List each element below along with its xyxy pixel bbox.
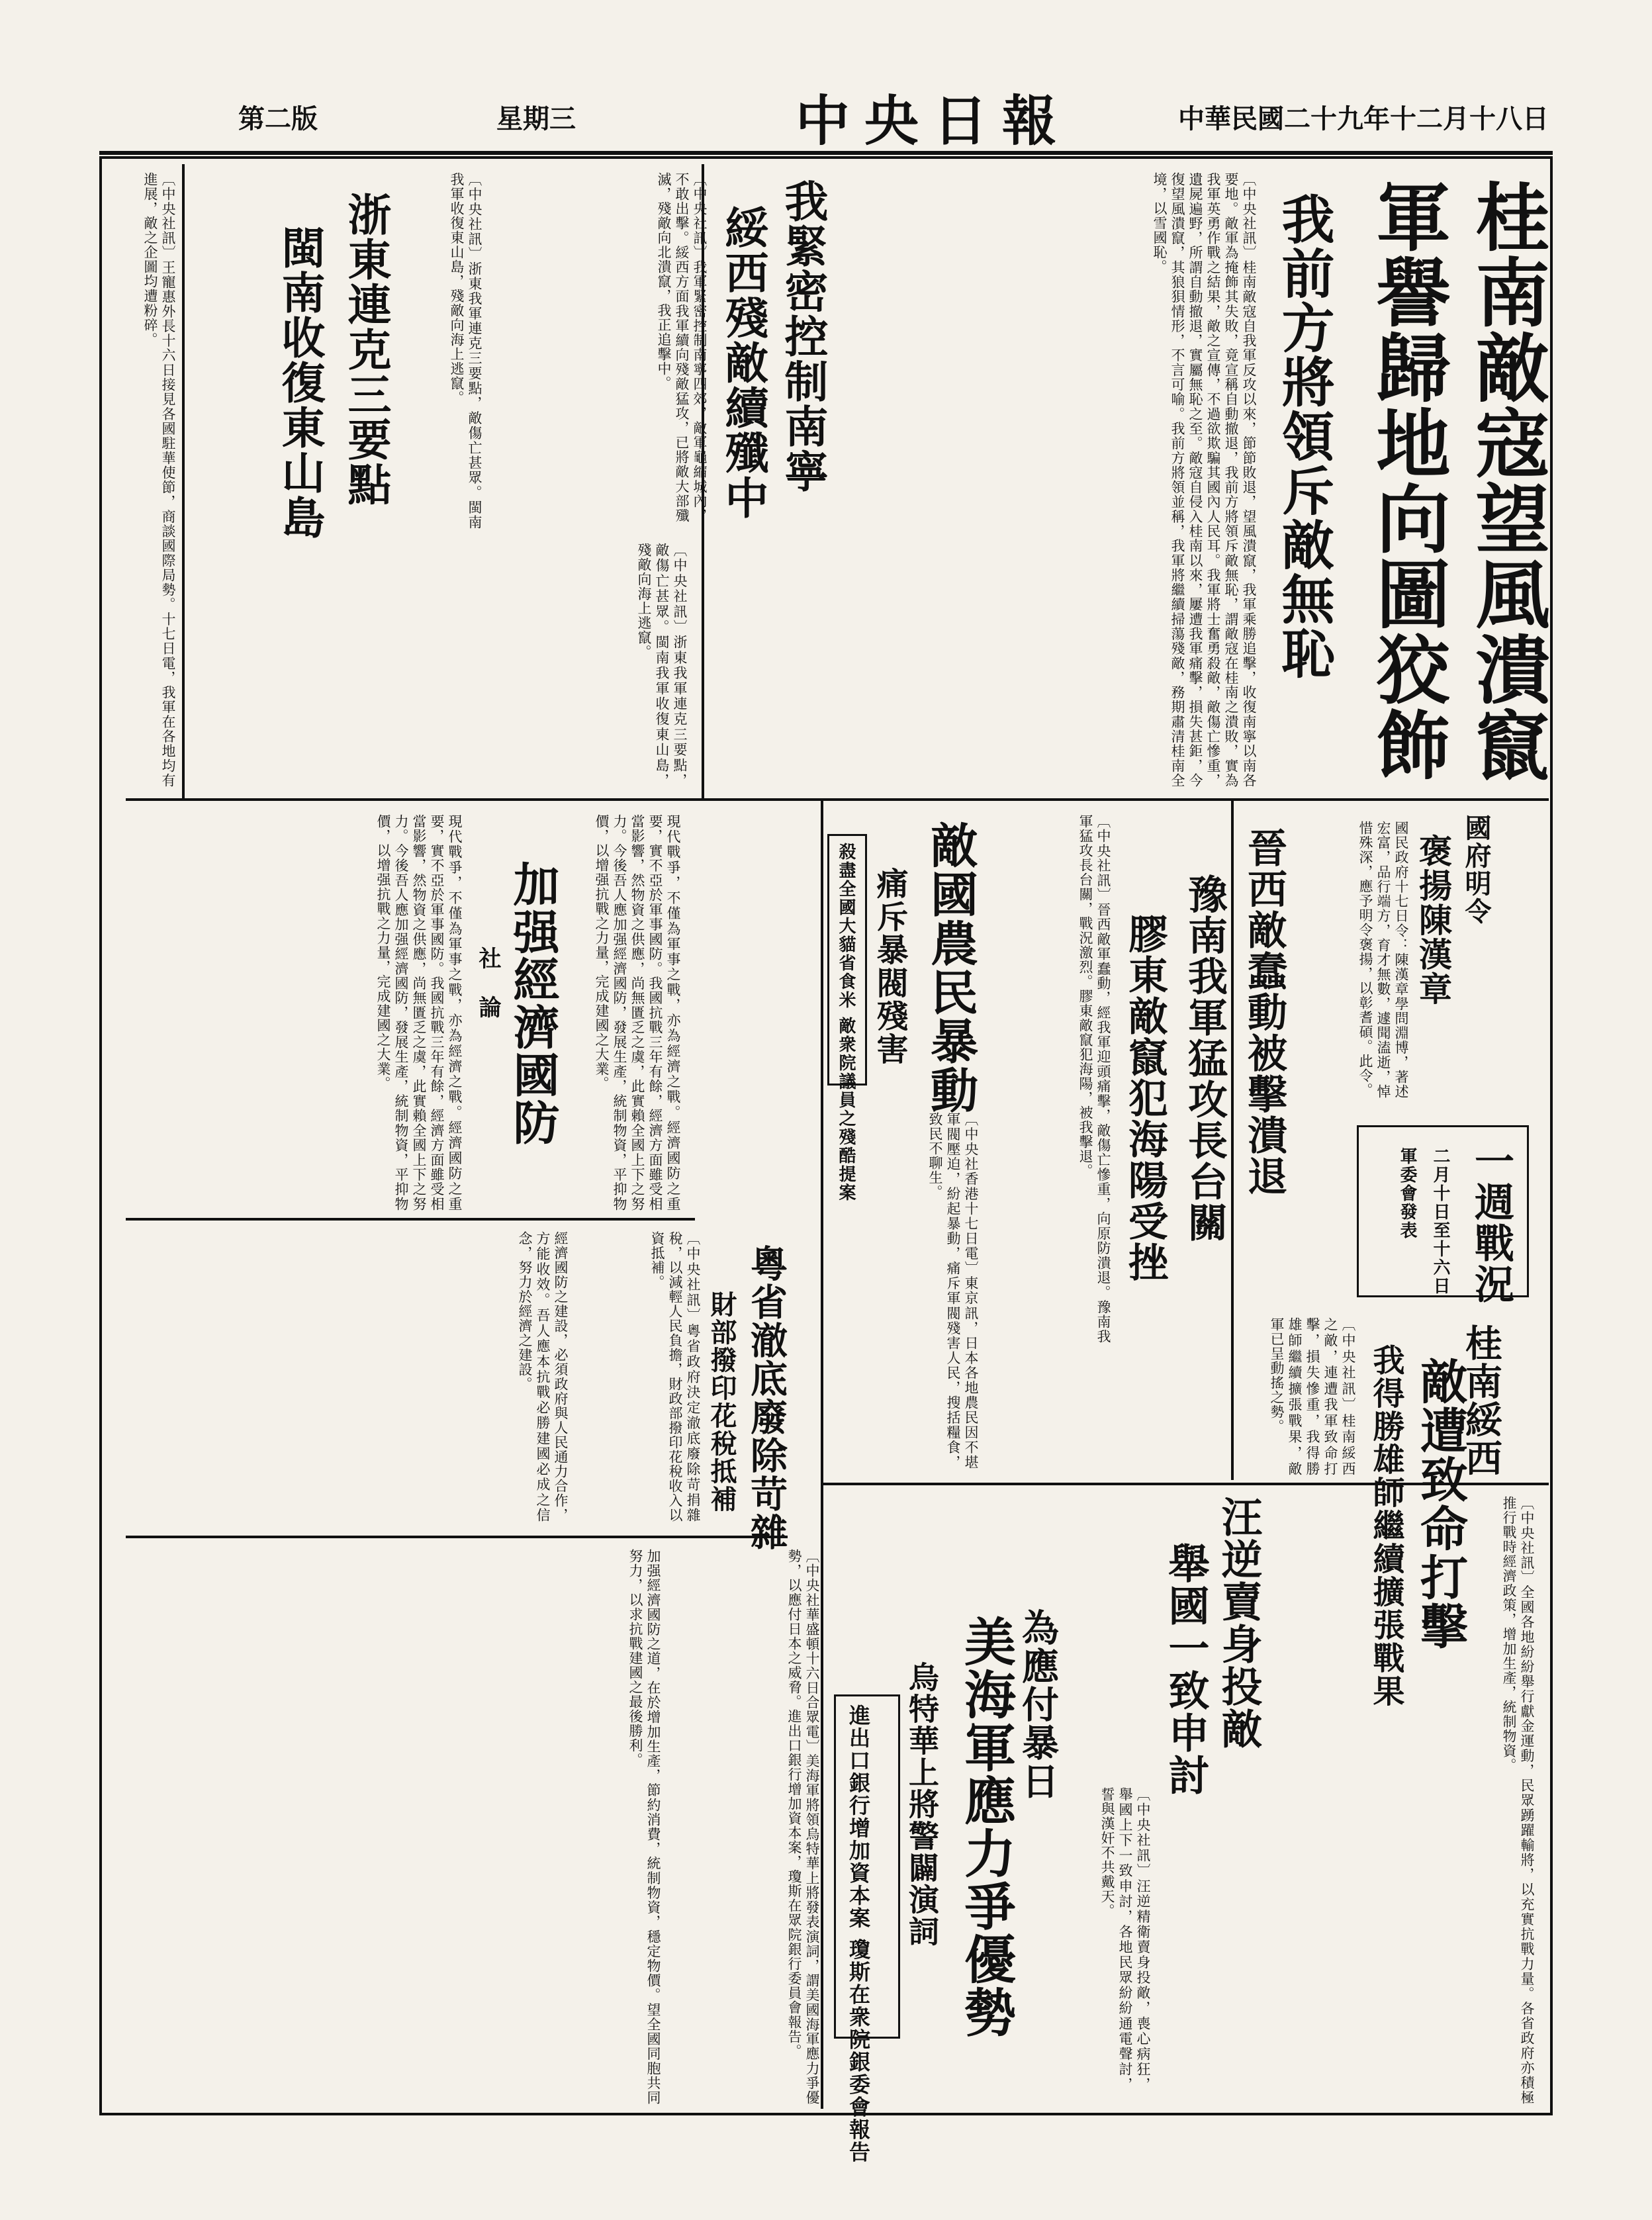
wang-headline-1: 汪逆賣身投敵 <box>1215 1496 1263 1750</box>
masthead-date: 中華民國二十九年十二月十八日 <box>1178 103 1549 134</box>
weekly-headline: 一週戰況 <box>1468 1140 1514 1305</box>
farmer-box: 殺盡全國大貓省食米 敵衆院議員之殘酷提案 <box>827 834 867 1086</box>
bottom-left-body: 加强經濟國防之道，在於增加生產，節約消費，統制物資，穩定物價。望全國同胞共同努力，以求抗戰建國之最後勝利。 <box>627 1549 661 2105</box>
shanxi-body: 〔中央社訊〕晉西敵軍蠢動，經我軍迎頭痛擊，敵傷亡慘重，向原防潰退。豫南我軍猛攻長台關，戰況激烈。膠東敵竄犯海陽，被我擊退。 <box>1078 814 1111 1344</box>
navy-headline: 美海軍應力爭優勢 <box>956 1615 1016 2039</box>
guinan-headline-2: 我得勝雄師繼續擴張戰果 <box>1367 1344 1404 1708</box>
wang-headline-2: 舉國一致申討 <box>1162 1542 1210 1796</box>
masthead-weekday: 星期三 <box>496 103 576 134</box>
rule-right-col <box>1231 798 1234 1480</box>
gazette-headline: 褒揚陳漢章 <box>1414 834 1453 1006</box>
farmer-subhead: 痛斥暴閥殘害 <box>871 867 908 1066</box>
gazette-title: 國府明令 <box>1461 814 1492 925</box>
weekly-dates: 二月十日至十六日 <box>1430 1147 1450 1295</box>
rule-mid <box>821 798 823 2109</box>
nanning-headline-2: 綏西殘敵續殲中 <box>717 205 769 520</box>
canton-headline: 粵省澈底廢除苛雜 <box>745 1244 788 1551</box>
canton-subhead: 財部撥印花稅抵補 <box>706 1291 737 1513</box>
nanning-body: 〔中央社訊〕我軍緊密控制南寧四郊，敵軍龜縮城內，不敢出擊。綏西方面我軍續向殘敵猛攻，已將敵大部殲滅，殘敵向北潰竄，我正追擊中。 <box>656 172 708 523</box>
gazette-body: 國民政府十七日令：陳漢章學問淵博，著述宏富，品行端方，育才無數，遽聞溘逝，悼惜殊深，應予明令褒揚，以彰耆碩。此令。 <box>1357 821 1409 1099</box>
right-column-body: 〔中央社訊〕全國各地紛紛舉行獻金運動，民眾踴躍輸將，以充實抗戰力量。各省政府亦積極推行戰時經濟政策，增加生產，統制物資。 <box>1501 1496 1535 2105</box>
rule-top-section <box>126 798 1549 801</box>
guinan-place: 桂南綏西 <box>1459 1324 1503 1477</box>
navy-body: 〔中央社華盛頓十六日合眾電〕美海軍將領烏特華上將發表演詞，謂美國海軍應力爭優勢，以應付日本之威脅。進出口銀行增加資本案，瓊斯在眾院銀行委員會報告。 <box>786 1549 820 2105</box>
main-body: 〔中央社訊〕桂南敵寇自我軍反攻以來，節節敗退，望風潰竄，我軍乘勝追擊，收復南寧以南各要地。敵軍為掩飾其失敗，竟宣稱自動撤退，我前方將領斥敵無恥，謂敵寇在桂南之潰敗，實為我軍英勇作戰之結果，敵之宣傳，不過欲欺騙其國內人民耳。我軍將士奮勇殺敵，敵傷亡慘重，遺屍遍野，所謂自動撤退，實屬無恥之至。敵寇自侵入桂南以來，屢遭我軍痛擊，損失甚鉅，今復望風潰竄，其狼狽情形，不言可喻。我前方將領並稱，我軍將繼續掃蕩殘敵，務期肅清桂南全境，以雪國恥。 <box>1152 172 1257 788</box>
rule-editorial-bottom <box>126 1218 695 1221</box>
masthead-page: 第二版 <box>238 103 318 134</box>
nanning-headline-1: 我緊密控制南寧 <box>777 179 829 494</box>
navy-kicker: 為應付暴日 <box>1016 1608 1060 1800</box>
main-subhead: 我前方將領斥敵無恥 <box>1273 192 1335 680</box>
canton-body: 〔中央社訊〕粵省政府決定澈底廢除苛捐雜稅，以減輕人民負擔，財政部撥印花稅收入以資抵補。 <box>649 1231 701 1522</box>
zhedong-headline-2: 閩南收復東山島 <box>274 225 326 540</box>
guinan-headline-1: 敵遭致命打擊 <box>1412 1357 1469 1651</box>
shanxi-headline-2: 豫南我軍猛攻長台關 <box>1181 874 1228 1243</box>
farmer-body: 〔中央社香港十七日電〕東京訊，日本各地農民因不堪軍閥壓迫，紛起暴動，痛斥軍閥殘害人民，搜括糧食，致民不聊生。 <box>927 1112 979 1469</box>
navy-subhead: 烏特華上將警闢演詞 <box>904 1661 940 1947</box>
masthead-title: 中央日報 <box>795 89 1071 153</box>
editorial-body-lead: 現代戰爭，不僅為軍事之戰，亦為經濟之戰。經濟國防之重要，實不亞於軍事國防。我國抗戰三年有餘，經濟方面雖受相當影響，然物資之供應，尚無匱乏之虞，此實賴全國上下之努力。今後吾人應加强經濟國防，發展生產，統制物資，平抑物價，以增强抗戰之力量，完成建國之大業。 <box>594 814 681 1211</box>
weekly-source: 軍委會發表 <box>1397 1147 1417 1240</box>
brief-column: 〔中央社訊〕王寵惠外長十六日接見各國駐華使節，商談國際局勢。十七日電，我軍在各地均有進展，敵之企圖均遭粉碎。 <box>142 172 176 788</box>
rule-brief <box>182 164 185 798</box>
editorial-label: 社論 <box>475 947 501 1044</box>
main-headline-1: 桂南敵寇望風潰竄 <box>1463 179 1550 782</box>
navy-box: 進出口銀行增加資本案 瓊斯在衆院銀委會報告 <box>834 1694 900 2039</box>
zhedong-headline-1: 浙東連克三要點 <box>340 192 392 507</box>
guinan-body: 〔中央社訊〕桂南綏西之敵，連遭我軍致命打擊，損失慘重，我得勝雄師繼續擴張戰果，敵軍已呈動搖之勢。 <box>1269 1317 1356 1476</box>
weekly-box <box>1357 1125 1529 1305</box>
farmer-headline: 敵國農民暴動 <box>923 821 979 1115</box>
shanxi-headline-3: 膠東敵竄犯海陽受挫 <box>1122 913 1168 1283</box>
masthead <box>99 85 1553 155</box>
zhedong-body-lead: 〔中央社訊〕浙東我軍連克三要點，敵傷亡甚眾。閩南我軍收復東山島，殘敵向海上逃竄。 <box>449 172 482 530</box>
editorial-headline: 加强經濟國防 <box>506 860 561 1146</box>
main-headline-2: 軍譽歸地向圖狡飾 <box>1364 179 1451 782</box>
wang-body: 〔中央社訊〕汪逆精衛賣身投敵，喪心病狂，舉國上下一致申討，各地民眾紛紛通電聲討，誓與漢奸不共戴天。 <box>1099 1787 1151 2092</box>
editorial-body: 現代戰爭，不僅為軍事之戰，亦為經濟之戰。經濟國防之重要，實不亞於軍事國防。我國抗戰三年有餘，經濟方面雖受相當影響，然物資之供應，尚無匱乏之虞，此實賴全國上下之努力。今後吾人應加强經濟國防，發展生產，統制物資，平抑物價，以增强抗戰之力量，完成建國之大業。 <box>375 814 463 1211</box>
rule-bottom-left <box>126 1536 788 1538</box>
shanxi-headline-1: 晉西敵蠢動被擊潰退 <box>1241 827 1287 1197</box>
zhedong-body: 〔中央社訊〕浙東我軍連克三要點，敵傷亡甚眾。閩南我軍收復東山島，殘敵向海上逃竄。 <box>636 543 688 788</box>
bottom-mid-body: 經濟國防之建設，必須政府與人民通力合作，方能收效。吾人應本抗戰必勝建國必成之信念，努力於經濟之建設。 <box>517 1231 569 1522</box>
